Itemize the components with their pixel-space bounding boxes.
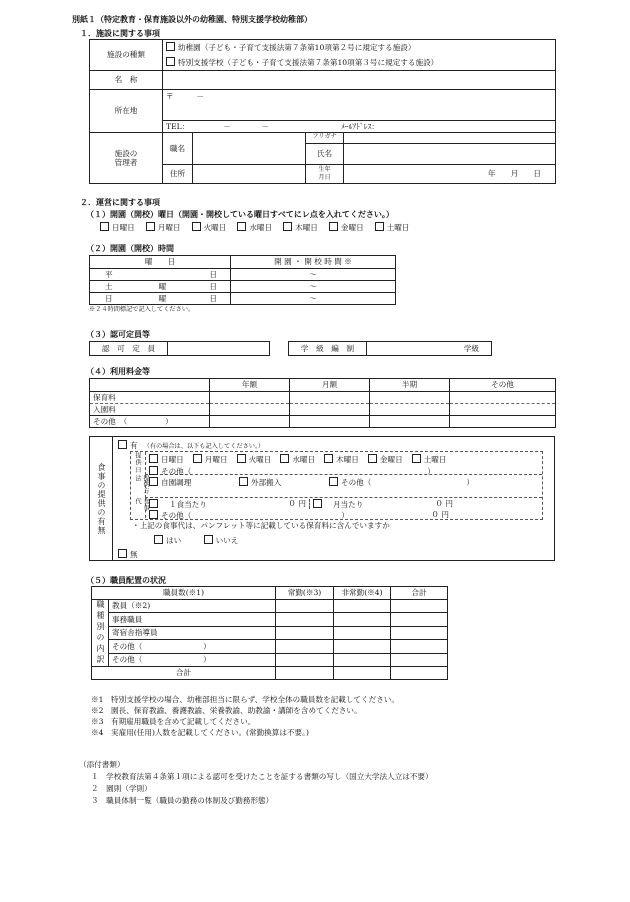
email-label: ﾒｰﾙｱﾄﾞﾚｽ： [341,121,379,131]
fee-row-admission: 入園料 [90,404,210,416]
checkbox[interactable] [237,222,246,231]
fee-col-half: 半期 [370,379,450,392]
staff-title: （５）職員配置の状況 [86,575,166,585]
staff-note-2: ※2 園長、保育教諭、養護教諭、栄養教諭、助教諭・講師を含めてください。 [91,706,362,715]
facility-type-label: 施設の種類 [90,40,163,71]
meal-included-question: ・上記の食事代は、パンフレット等に記載している保育料に含んでいますか [132,521,390,530]
checkbox[interactable] [149,510,158,519]
checkbox[interactable] [237,454,246,463]
day-option-3[interactable]: 水曜日 [237,222,272,232]
checkbox[interactable] [166,42,175,51]
attachment-item-2: ２ 園則（学則） [91,784,152,793]
attachment-item-1: １ 学校教育法第４条第１項による認可を受けたことを証する書類の写し（国立大学法人立は不要） [91,772,433,781]
meal-days-side: 提供日 [134,452,141,474]
day-option-3[interactable]: 水曜日 [280,454,315,464]
meal-provision-box [89,436,555,561]
staff-head-fulltime: 常勤(※3) [276,587,334,600]
attachment-item-3: ３ 職員体制一覧（職員の勤務の体制及び勤務形態） [91,796,274,805]
checkbox[interactable] [324,454,333,463]
day-option-0[interactable]: 日曜日 [149,454,184,464]
facility-table [89,39,556,184]
day-option-4[interactable]: 木曜日 [283,222,318,232]
checkbox[interactable] [149,477,158,486]
attachments-title: （添付書類） [79,760,125,769]
checkbox[interactable] [146,222,155,231]
checkbox[interactable] [239,477,248,486]
day-option-1[interactable]: 月曜日 [193,454,228,464]
checkbox[interactable] [166,57,175,66]
checkbox[interactable] [368,454,377,463]
facility-name-label: 名 称 [90,71,163,90]
staff-row-dorm: 寄宿舎指導員 [109,626,276,639]
checkbox[interactable] [193,454,202,463]
fee-row-tuition: 保育料 [90,392,210,404]
meal-no-option[interactable]: 無 [118,549,138,559]
checkbox[interactable] [149,499,158,508]
day-option-6[interactable]: 土曜日 [375,222,410,232]
staff-head-count: 職員数(※1) [92,587,276,600]
hours-row-sunday: 日 曜 日 [90,293,231,305]
open-days-checkboxes [100,222,409,232]
fee-row-other: その他 （ ） [90,416,210,428]
staff-row-teacher: 教員（※2) [109,600,276,613]
checkbox[interactable] [154,535,163,544]
job-title-field[interactable] [193,133,306,165]
section-2-title: ２．運営に関する事項 [80,197,160,207]
home-address-label: 住所 [163,165,193,184]
staff-table [91,586,448,680]
day-option-0[interactable]: 日曜日 [100,222,135,232]
hours-head-time: 開 園 ・ 開 校 時 間 ※ [231,256,396,269]
staff-row-other1: その他（ ） [109,640,276,653]
day-option-4[interactable]: 木曜日 [324,454,359,464]
meal-yes-option[interactable]: 有 （有の場合は、以下も記入してください。） [118,440,264,451]
open-days-title: （１）開園（開校）曜日（開園・開校している曜日すべてにレ点を入れてください。） [86,209,394,219]
hours-field-sunday[interactable]: 〜 [231,293,396,305]
class-label: 学 級 編 制 [289,342,367,356]
job-title-label: 職名 [163,133,193,165]
staff-notes [91,694,399,738]
capacity-table [89,341,270,356]
staff-note-3: ※3 有期雇用職員を含めて記載してください。 [91,717,256,726]
staff-head-total: 合計 [391,587,448,600]
checkbox[interactable] [412,454,421,463]
open-hours-table [89,255,396,305]
checkbox[interactable] [118,549,127,558]
checkbox[interactable] [313,499,322,508]
meal-details-box [130,451,543,520]
tel-label: TEL： － － [166,121,269,131]
type-option-kindergarten[interactable]: 幼稚園（子ども・子育て支援法第７条第10項第２号に規定する施設） [166,40,552,55]
day-option-1[interactable]: 月曜日 [146,222,181,232]
section-1-title: １．施設に関する事項 [80,28,160,38]
address-label: 所在地 [90,90,163,133]
meal-cost-side: 食事代 [134,498,149,513]
checkbox[interactable] [100,222,109,231]
birth-date-field[interactable]: 年 月 日 [344,165,556,184]
hours-field-saturday[interactable]: 〜 [231,281,396,293]
meal-cost-row1: １食当たり ０ 円 月当たり ０ 円 [149,499,542,509]
hours-head-day: 曜 日 [90,256,231,269]
meal-side-label: 食事の提供の有無 [97,462,106,535]
day-option-2[interactable]: 火曜日 [237,454,272,464]
hours-note: ※２４時間標記で記入してください。 [89,306,195,313]
checkbox[interactable] [329,222,338,231]
checkbox[interactable] [283,222,292,231]
staff-head-parttime: 非常勤(※4) [334,587,391,600]
fee-title: （４）利用料金等 [86,366,150,376]
meal-days-other[interactable]: その他（ ） [149,466,542,476]
checkbox[interactable] [375,222,384,231]
form-header: 別紙１（特定教育・保育施設以外の幼稚園、特別支援学校幼稚部） [72,14,312,24]
facility-name-field[interactable] [163,71,556,90]
person-name-field[interactable] [344,133,556,165]
staff-row-other2: その他（ ） [109,653,276,666]
checkbox[interactable] [204,535,213,544]
home-address-field[interactable] [193,165,306,184]
staff-side-label: 職種別の内訳 [96,600,105,666]
open-hours-title: （２）開園（開校）時間 [86,243,174,253]
capacity-title: （３）認可定員等 [86,329,150,339]
name-label-cell [306,133,344,165]
manager-label: 施設の 管理者 [90,133,163,184]
postal-code: 〒 － [166,92,204,101]
meal-method-options: 自園調理 外部搬入 その他（ ） [149,477,542,487]
day-option-5[interactable]: 金曜日 [329,222,364,232]
capacity-field[interactable] [168,342,270,356]
day-option-6[interactable]: 土曜日 [412,454,447,464]
day-option-5[interactable]: 金曜日 [368,454,403,464]
meal-days-checkboxes [149,454,542,464]
attachments-list [91,771,433,807]
day-option-2[interactable]: 火曜日 [192,222,227,232]
fee-col-annual: 年額 [210,379,290,392]
checkbox[interactable] [118,440,127,449]
meal-included-answers: はい いいえ [154,535,238,545]
checkbox[interactable] [149,454,158,463]
address-field[interactable] [163,90,556,133]
staff-row-office: 事務職員 [109,613,276,626]
fee-col-monthly: 月額 [290,379,370,392]
checkbox[interactable] [329,477,338,486]
hours-row-saturday: 土 曜 日 [90,281,231,293]
capacity-label: 認 可 定 員 [90,342,168,356]
type-option-special-school[interactable]: 特別支援学校（子ども・子育て支援法第７条第10項第３号に規定する施設） [166,55,552,70]
hours-field-weekday[interactable]: 〜 [231,269,396,281]
hours-row-weekday: 平 日 [90,269,231,281]
staff-note-1: ※1 特別支援学校の場合、幼稚部担当に限らず、学校全体の職員数を記載してください。 [91,695,399,704]
birth-label: 生年 月日 [306,165,344,184]
meal-cost-row2[interactable]: その他（ ） ０ 円 [149,510,449,520]
furigana-label: フリガナ [306,133,343,144]
person-name-label: 氏名 [316,149,333,158]
staff-row-total: 合計 [92,667,276,680]
fee-table [89,378,556,428]
fee-col-other: その他 [450,379,556,392]
meal-method-side: 提供方法 [134,475,149,494]
checkbox[interactable] [192,222,201,231]
staff-note-4: ※4 実雇用(任用)人数を記載してください。(常勤換算は不要。) [91,728,309,737]
checkbox[interactable] [280,454,289,463]
class-field[interactable]: 学級 [367,342,492,356]
class-table [288,341,492,356]
